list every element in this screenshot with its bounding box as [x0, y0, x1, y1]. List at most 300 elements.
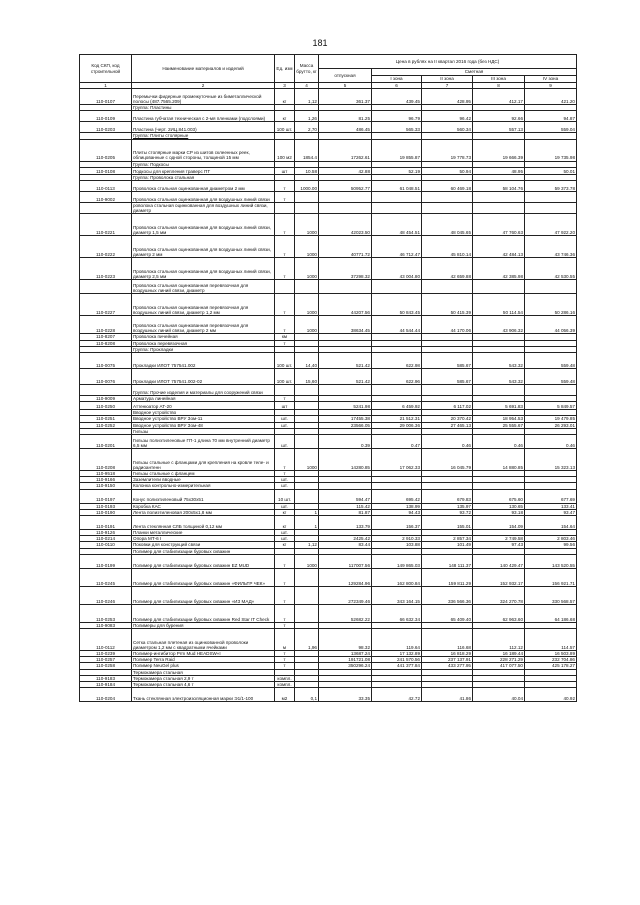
cell-zone-1: 17 062.33	[372, 449, 422, 471]
cell-code: 110-9126	[80, 530, 132, 536]
cell-code: 110-0107	[80, 89, 132, 105]
cell-name: Перемычки фидерные промежуточные из биметаллической полосы (487.7565.209)	[132, 89, 275, 105]
cell-release: 81.87	[319, 509, 372, 515]
cell-name: Гильзы	[132, 428, 275, 434]
cell-release: 2425.42	[319, 536, 372, 542]
cell-zone-4: 156 921.71	[525, 568, 577, 586]
cell-code: 110-0245	[80, 568, 132, 586]
cell-zone-4: 133.41	[525, 503, 577, 509]
cell-zone-2: 159 811.29	[422, 568, 473, 586]
table-row	[80, 604, 577, 622]
cell-unit	[275, 385, 295, 396]
cell-zone-2: 48 045.65	[422, 214, 473, 236]
cell-code: 110-9150	[80, 483, 132, 489]
cell-code: 110-0214	[80, 536, 132, 542]
cell-zone-3: 154.09	[473, 516, 525, 530]
table-row	[80, 167, 577, 174]
cell-name: Полимер для стабилизации буровых скважин	[132, 548, 275, 554]
cell-name: Полимер для стабилизации буровых скважин Red Star IT Check	[132, 604, 275, 622]
table-row	[80, 203, 577, 214]
cell-mass: 1000	[295, 316, 319, 334]
cell-zone-4: 93.47	[525, 509, 577, 515]
cell-zone-2: 42 659.88	[422, 258, 473, 280]
table-row	[80, 554, 577, 568]
cell-zone-4: 50.01	[525, 167, 577, 174]
cell-zone-4: 40.92	[525, 688, 577, 702]
cell-zone-3: 42 484.13	[473, 236, 525, 258]
cell-zone-4: 154.64	[525, 516, 577, 530]
cell-zone-4: 99.56	[525, 542, 577, 548]
index-cell: 8	[473, 83, 525, 89]
cell-code: 110-0205	[80, 139, 132, 161]
cell-release	[319, 203, 372, 214]
cell-name: Опора МТ-6 I	[132, 536, 275, 542]
cell-code: 110-0223	[80, 258, 132, 280]
table-row	[80, 192, 577, 203]
cell-zone-2: 41.86	[422, 688, 473, 702]
cell-unit: шт.	[275, 530, 295, 536]
cell-zone-3: 675.60	[473, 489, 525, 503]
cell-release: 521.42	[319, 353, 372, 369]
cell-release: 0.39	[319, 435, 372, 449]
table-row	[80, 369, 577, 385]
cell-zone-4	[525, 192, 577, 203]
table-row	[80, 516, 577, 530]
cell-release: 42023.50	[319, 214, 372, 236]
cell-mass: 1,12	[295, 542, 319, 548]
cell-mass	[295, 280, 319, 294]
cell-zone-2: 60 469.18	[422, 181, 473, 192]
cell-mass: 1,96	[295, 629, 319, 651]
table-row	[80, 385, 577, 396]
cell-code: 110-0258	[80, 663, 132, 669]
cell-zone-4: 19 479.85	[525, 416, 577, 422]
cell-name: Проволока стальная оцинкованная для воздушных линий связи	[132, 192, 275, 203]
cell-name: Полимер для стабилизации буровых скважин «ИЗ МАД»	[132, 586, 275, 604]
cell-zone-1: 0.47	[372, 435, 422, 449]
cell-zone-1: 96.79	[372, 111, 422, 122]
cell-zone-2	[422, 192, 473, 203]
cell-zone-4: 44 056.39	[525, 316, 577, 334]
cell-code: 110-0227	[80, 294, 132, 316]
cell-unit: т	[275, 568, 295, 586]
cell-zone-4: 114.57	[525, 629, 577, 651]
cell-code: 110-0197	[80, 489, 132, 503]
table-row	[80, 353, 577, 369]
price-table	[79, 54, 577, 702]
cell-name: Термокамера стальная	[132, 669, 275, 675]
cell-name: Пластина (черт. 2ИЦ.841.003)	[132, 122, 275, 133]
cell-mass	[295, 586, 319, 604]
table-row	[80, 402, 577, 410]
cell-unit: кг	[275, 516, 295, 530]
cell-name: Проволока стальная оцинкованная для воздушных линий связи, диаметр 2,5 мм	[132, 258, 275, 280]
cell-name: Планки металлические	[132, 530, 275, 536]
cell-zone-2: 16 045.79	[422, 449, 473, 471]
table-row	[80, 258, 577, 280]
cell-zone-3: 417 077.50	[473, 663, 525, 669]
cell-code: 110-0108	[80, 167, 132, 174]
index-cell: 4	[295, 83, 319, 89]
cell-code: 110-0250	[80, 402, 132, 410]
cell-name: Подкосы для крепления траверс ПТ	[132, 167, 275, 174]
cell-zone-1: 441 377.84	[372, 663, 422, 669]
cell-mass: 1000	[295, 214, 319, 236]
cell-code: 110-0208	[80, 449, 132, 471]
cell-zone-1: 241 570.56	[372, 657, 422, 663]
cell-unit: т	[275, 192, 295, 203]
cell-release: 350296.24	[319, 663, 372, 669]
cell-code: 110-9166	[80, 477, 132, 483]
cell-unit: компл.	[275, 682, 295, 688]
cell-release: 521.42	[319, 369, 372, 385]
cell-release: 272349.46	[319, 586, 372, 604]
cell-zone-1: 138.99	[372, 503, 422, 509]
cell-code: 110-9083	[80, 622, 132, 628]
cell-release	[319, 385, 372, 396]
cell-unit: 100 м2	[275, 139, 295, 161]
cell-release: 115.42	[319, 503, 372, 509]
cell-zone-1: 29 006.36	[372, 422, 422, 428]
cell-name: Группа: Пластины	[132, 105, 275, 111]
cell-code: 110-0204	[80, 688, 132, 702]
cell-name: Сетка стальная плетеная из оцинкованной проволоки диаметром 1,2 мм с квадратными ячейками	[132, 629, 275, 651]
cell-name: Аттенюатор АТ-20	[132, 402, 275, 410]
cell-zone-1: 119.64	[372, 629, 422, 651]
header-row-1	[80, 55, 577, 69]
cell-mass: 1,12	[295, 89, 319, 105]
cell-release: 81.25	[319, 111, 372, 122]
cell-zone-4: 26 293.01	[525, 422, 577, 428]
cell-unit: т	[275, 294, 295, 316]
cell-release: 33.35	[319, 688, 372, 702]
cell-code: 110-0109	[80, 111, 132, 122]
cell-zone-2: 6 117.02	[422, 402, 473, 410]
cell-mass	[295, 435, 319, 449]
cell-unit: т	[275, 396, 295, 402]
cell-zone-4: 42 530.55	[525, 258, 577, 280]
cell-name: Термокамера стальная 2,9 т	[132, 675, 275, 681]
cell-name: Вводное устройство	[132, 410, 275, 416]
cell-zone-3: 140 429.47	[473, 554, 525, 568]
cell-code: 110-0193	[80, 503, 132, 509]
cell-zone-1: 43 004.80	[372, 258, 422, 280]
cell-code: 110-0113	[80, 181, 132, 192]
table-body	[80, 89, 577, 702]
cell-zone-3: 152 932.17	[473, 568, 525, 586]
cell-zone-1: 149 865.03	[372, 554, 422, 568]
cell-unit: шт.	[275, 536, 295, 542]
cell-name: Вводное устройство ВРУ Зом-48	[132, 422, 275, 428]
cell-mass: 14,40	[295, 353, 319, 369]
cell-mass: 1854.4	[295, 139, 319, 161]
cell-release: 129284.96	[319, 568, 372, 586]
cell-zone-4: 94.87	[525, 111, 577, 122]
cell-unit: 100 шт.	[275, 369, 295, 385]
table-row	[80, 629, 577, 651]
cell-code: 110-0251	[80, 416, 132, 422]
cell-zone-3	[473, 203, 525, 214]
cell-code: 110-0201	[80, 435, 132, 449]
cell-zone-2: 27 465.13	[422, 422, 473, 428]
cell-code: 110-0228	[80, 316, 132, 334]
cell-mass: 1000	[295, 258, 319, 280]
cell-zone-3: 412.17	[473, 89, 525, 105]
cell-name: Прокладки ИЛОТ 757541.002	[132, 353, 275, 369]
cell-zone-1: 50 843.45	[372, 294, 422, 316]
page-number: 181	[312, 38, 328, 48]
cell-zone-1: 42.72	[372, 688, 422, 702]
cell-zone-2: 428.95	[422, 89, 473, 105]
table-row	[80, 236, 577, 258]
cell-zone-1: 439.45	[372, 89, 422, 105]
header-price: Цена в рублях на II квартал 2016 года (без НДС)	[319, 55, 577, 69]
table-row	[80, 316, 577, 334]
cell-code: 110-0246	[80, 586, 132, 604]
cell-zone-3: 112.12	[473, 629, 525, 651]
cell-zone-1	[372, 192, 422, 203]
cell-release: 42.88	[319, 167, 372, 174]
cell-zone-4: 5 849.57	[525, 402, 577, 410]
cell-name: Лента полиэтиленовая 200х5х1,8 мм	[132, 509, 275, 515]
cell-name: Полимеры для бурения	[132, 622, 275, 628]
cell-zone-4: 421.20	[525, 89, 577, 105]
cell-zone-2: 65 409.40	[422, 604, 473, 622]
header-unit: Ед. изм	[275, 55, 295, 83]
cell-mass: 1	[295, 509, 319, 515]
cell-mass	[295, 489, 319, 503]
cell-name: Пластина губчатая техническая с 2-мя пленками (подслоями)	[132, 111, 275, 122]
cell-zone-2: 20 370.42	[422, 416, 473, 422]
cell-zone-3: 19 666.39	[473, 139, 525, 161]
cell-zone-3: 40.04	[473, 688, 525, 702]
cell-release: 17455.38	[319, 416, 372, 422]
header-zone-1: I зона	[372, 76, 422, 83]
cell-zone-1	[372, 385, 422, 396]
cell-zone-2: 50 415.39	[422, 294, 473, 316]
cell-name: Проволока перевязочная	[132, 340, 275, 346]
cell-unit: т	[275, 236, 295, 258]
cell-zone-2: 148 111.37	[422, 554, 473, 568]
cell-zone-3: 47 760.63	[473, 214, 525, 236]
cell-code: 110-0191	[80, 516, 132, 530]
cell-name: Поковки для конструкций связи	[132, 542, 275, 548]
cell-zone-1: 565.33	[372, 122, 422, 133]
cell-name: Полимер для стабилизации буровых скважин «ФИЛЬТР ЧЕК»	[132, 568, 275, 586]
cell-zone-4: 15 323.13	[525, 449, 577, 471]
cell-release: 14280.85	[319, 449, 372, 471]
cell-zone-2: 155.01	[422, 516, 473, 530]
cell-name: Конус полиэтиленовый 75х30х51	[132, 489, 275, 503]
table-row	[80, 111, 577, 122]
cell-release: 191721.08	[319, 657, 372, 663]
cell-name: Плиты столярные марки СР из шитов склеенных реек, облицованные с одной стороны, толщиной 15 мм	[132, 139, 275, 161]
cell-zone-2: 0.46	[422, 435, 473, 449]
cell-zone-2: 336 566.36	[422, 586, 473, 604]
header-release: отпускная	[319, 69, 372, 83]
cell-zone-4	[525, 385, 577, 396]
cell-zone-4: 559.04	[525, 122, 577, 133]
cell-zone-3: 16 189.44	[473, 651, 525, 657]
cell-zone-2: 116.68	[422, 629, 473, 651]
cell-code: 110-0253	[80, 604, 132, 622]
table-row	[80, 89, 577, 105]
cell-unit: т	[275, 651, 295, 657]
cell-zone-2	[422, 280, 473, 294]
index-cell: 3	[275, 83, 295, 89]
cell-code: 110-0112	[80, 629, 132, 651]
cell-zone-1: 622.98	[372, 353, 422, 369]
table-row	[80, 449, 577, 471]
cell-zone-1: 66 632.34	[372, 604, 422, 622]
cell-unit: шт.	[275, 422, 295, 428]
cell-zone-1: 162 800.84	[372, 568, 422, 586]
cell-mass: 1000	[295, 236, 319, 258]
cell-mass: 1000	[295, 294, 319, 316]
cell-code: 110-9518	[80, 471, 132, 477]
cell-code	[80, 280, 132, 294]
cell-name: Полимер для стабилизации буровых скважин EZ MUD	[132, 554, 275, 568]
cell-code: 110-0110	[80, 542, 132, 548]
cell-code: 110-0222	[80, 236, 132, 258]
cell-zone-4: 143 520.55	[525, 554, 577, 568]
cell-release: 594.47	[319, 489, 372, 503]
cell-unit: т	[275, 554, 295, 568]
table-row	[80, 122, 577, 133]
cell-zone-2: 96.42	[422, 111, 473, 122]
cell-zone-3: 58 104.76	[473, 181, 525, 192]
cell-name: Коробка КАС	[132, 503, 275, 509]
cell-zone-4: 64 186.68	[525, 604, 577, 622]
cell-code: 110-9183	[80, 675, 132, 681]
cell-name: Полимер Terra Raid	[132, 657, 275, 663]
cell-code: 110-0190	[80, 509, 132, 515]
cell-zone-3: 2 749.58	[473, 536, 525, 542]
cell-unit: компл.	[275, 675, 295, 681]
cell-zone-4: 59 373.78	[525, 181, 577, 192]
cell-name: Ткань стеклянная электроизоляционная марки Э1/1-100	[132, 688, 275, 702]
cell-code: 110-9009	[80, 396, 132, 402]
cell-mass: 1000	[295, 449, 319, 471]
cell-zone-3: 324 270.78	[473, 586, 525, 604]
cell-code: 110-0199	[80, 554, 132, 568]
cell-name: Проволока стальная оцинкованная для воздушных линий связи, диаметр 1,5 мм	[132, 214, 275, 236]
cell-zone-3: 543.32	[473, 353, 525, 369]
cell-zone-2	[422, 203, 473, 214]
cell-mass	[295, 385, 319, 396]
cell-release: 38634.45	[319, 316, 372, 334]
cell-zone-3: 48.95	[473, 167, 525, 174]
cell-release: 23566.05	[319, 422, 372, 428]
cell-zone-1: 2 910.33	[372, 536, 422, 542]
header-estimate: Сметная	[372, 69, 577, 76]
cell-mass	[295, 568, 319, 586]
index-cell: 9	[525, 83, 577, 89]
cell-release: 50952.77	[319, 181, 372, 192]
cell-zone-1: 19 855.87	[372, 139, 422, 161]
cell-release	[319, 280, 372, 294]
cell-mass: 2,70	[295, 122, 319, 133]
cell-zone-1: 343 164.15	[372, 586, 422, 604]
cell-zone-3: 42 385.98	[473, 258, 525, 280]
cell-code	[80, 203, 132, 214]
cell-code: 110-0075	[80, 353, 132, 369]
cell-zone-1: 48 454.51	[372, 214, 422, 236]
cell-zone-1: 46 712.47	[372, 236, 422, 258]
cell-name: Заземлители вводные	[132, 477, 275, 483]
cell-zone-4: 47 922.20	[525, 214, 577, 236]
cell-unit: шт.	[275, 503, 295, 509]
index-cell: 2	[132, 83, 275, 89]
cell-unit: шт.	[275, 483, 295, 489]
cell-release: 98.32	[319, 629, 372, 651]
cell-name: Лента стеклянная СЛБ толщиной 0,12 мм	[132, 516, 275, 530]
cell-name: Проволока стальная оцинкованная перевязочная для воздушных линий связи, диаметр 2 мм	[132, 316, 275, 334]
table-row	[80, 294, 577, 316]
cell-zone-2: 433 277.95	[422, 663, 473, 669]
cell-unit: т	[275, 340, 295, 346]
cell-name: Вводное устройство ВРУ Зом-11	[132, 416, 275, 422]
cell-zone-3	[473, 385, 525, 396]
cell-zone-4	[525, 280, 577, 294]
cell-mass: 1,26	[295, 111, 319, 122]
cell-name: роволока стальная оцинкованная для воздушных линий связи, диаметр	[132, 203, 275, 214]
cell-zone-1: 103.88	[372, 542, 422, 548]
cell-unit: 10 шт.	[275, 489, 295, 503]
header-name: Наименование материалов и изделий	[132, 55, 275, 83]
table-row	[80, 568, 577, 586]
cell-release: 52682.22	[319, 604, 372, 622]
cell-zone-1: 17 132.89	[372, 651, 422, 657]
cell-zone-3	[473, 192, 525, 203]
cell-code: 110-0257	[80, 657, 132, 663]
cell-zone-3: 18 954.53	[473, 416, 525, 422]
cell-mass: 1000	[295, 554, 319, 568]
cell-zone-1: 695.42	[372, 489, 422, 503]
cell-unit: шт.	[275, 416, 295, 422]
cell-unit: 100 шт.	[275, 353, 295, 369]
cell-code	[80, 385, 132, 396]
cell-zone-1: 156.37	[372, 516, 422, 530]
cell-zone-2: 135.97	[422, 503, 473, 509]
table-row	[80, 214, 577, 236]
cell-release: 486.45	[319, 122, 372, 133]
cell-unit: т	[275, 471, 295, 477]
cell-code: 110-8207	[80, 334, 132, 340]
cell-unit: шт.	[275, 477, 295, 483]
cell-unit: т	[275, 449, 295, 471]
cell-unit: кг	[275, 509, 295, 515]
cell-unit: т	[275, 663, 295, 669]
cell-zone-2: 45 810.14	[422, 236, 473, 258]
cell-zone-1	[372, 203, 422, 214]
cell-unit: т	[275, 586, 295, 604]
cell-unit: кг	[275, 111, 295, 122]
cell-unit: м	[275, 629, 295, 651]
cell-mass: 15,60	[295, 369, 319, 385]
cell-unit: кг	[275, 89, 295, 105]
table-row	[80, 489, 577, 503]
cell-unit: т	[275, 316, 295, 334]
table-row	[80, 435, 577, 449]
cell-zone-3: 93.18	[473, 509, 525, 515]
cell-release: 37298.32	[319, 258, 372, 280]
cell-name: Гильзы полиэтиленовые ГП-1 длина 70 мм внутренний диаметр 6,5 мм	[132, 435, 275, 449]
cell-zone-4: 0.46	[525, 435, 577, 449]
cell-zone-4: 43 746.36	[525, 236, 577, 258]
header-zone-4: IV зона	[525, 76, 577, 83]
cell-release: 83.44	[319, 542, 372, 548]
